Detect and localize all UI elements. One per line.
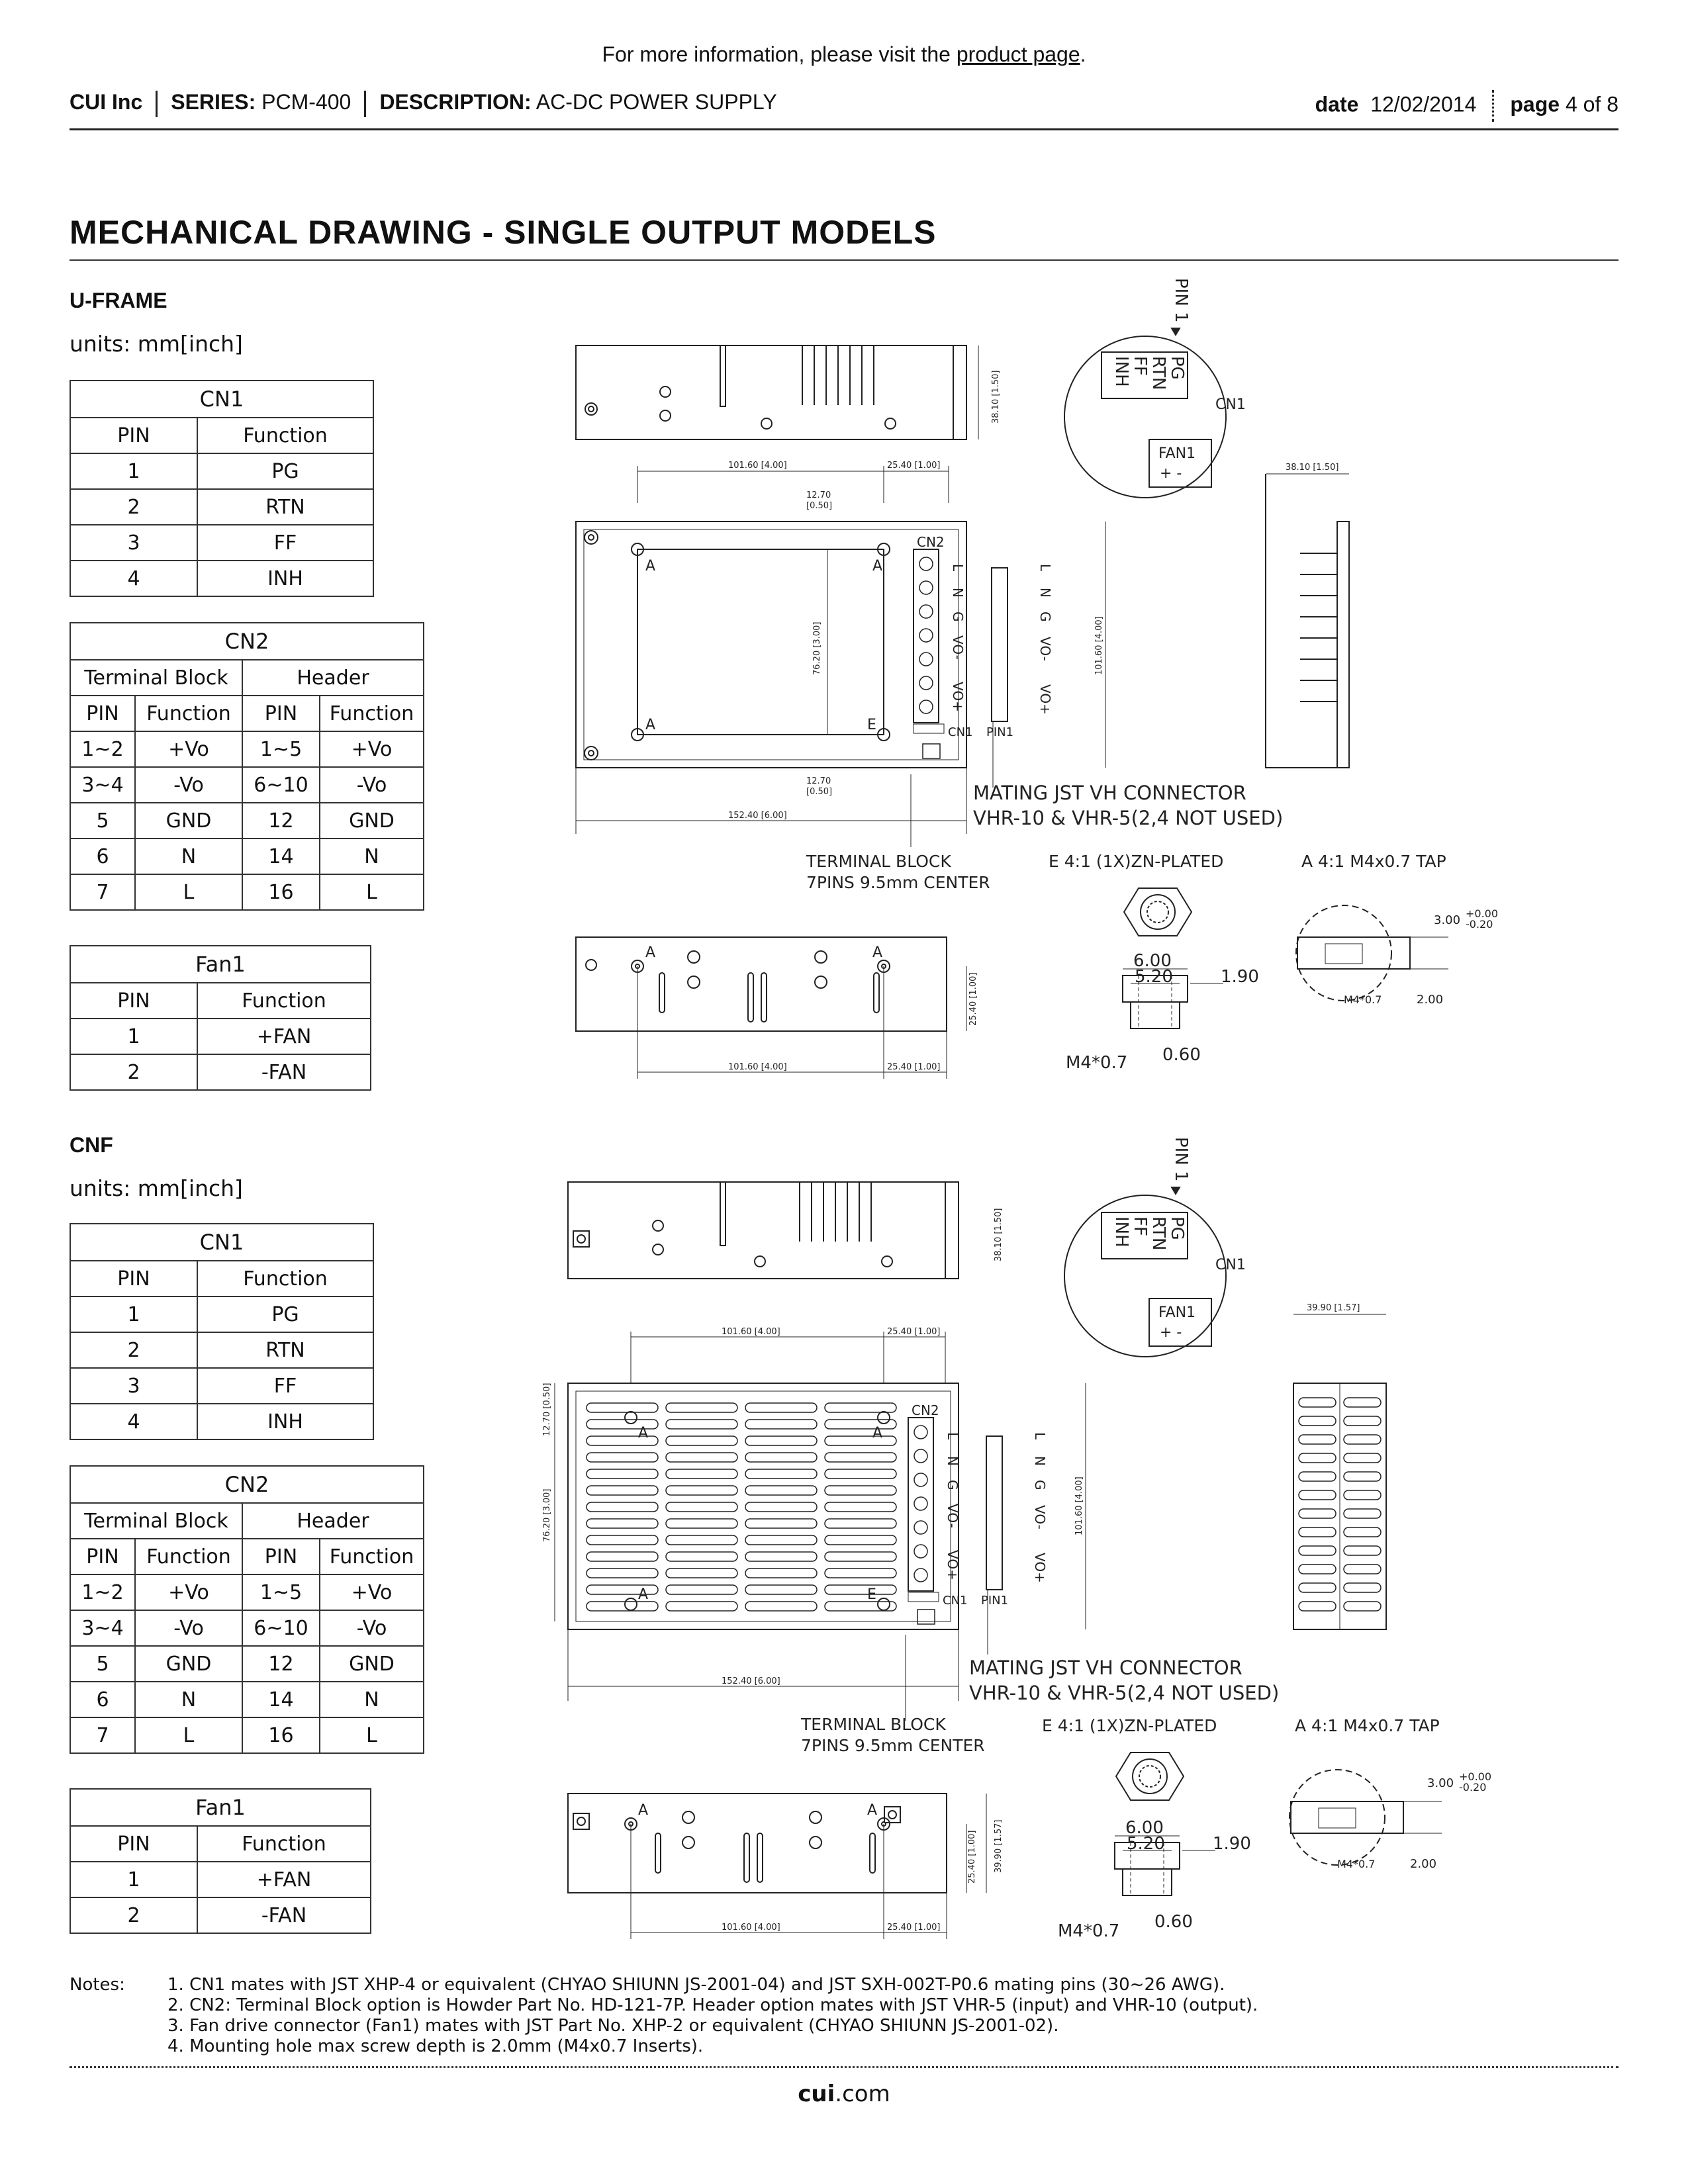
table-cell: +Vo [135, 731, 242, 767]
table-title: CN2 [70, 623, 424, 660]
dim-060: 0.60 [1154, 1912, 1193, 1932]
cnf-detail-e [1058, 1752, 1251, 1941]
table-cell: 1 [70, 1297, 197, 1332]
table-group: Header [242, 660, 424, 696]
cnf-title: CNF [70, 1133, 113, 1157]
table-title: CN2 [70, 1466, 424, 1503]
rtn-label: RTN [1149, 1216, 1168, 1251]
fan1-label: FAN1 [1158, 1304, 1196, 1321]
dim-76: 76.20 [3.00] [542, 1488, 552, 1542]
dim-520: 5.20 [1135, 967, 1173, 987]
table-cell: N [320, 839, 424, 874]
dim-25-vertical: 25.40 [1.00] [967, 1830, 977, 1884]
dim-060: 0.60 [1162, 1045, 1201, 1065]
description-label: DESCRIPTION: [379, 90, 532, 114]
ff-label: FF [1130, 356, 1150, 376]
hd-label: N [1037, 588, 1053, 598]
table-group: Terminal Block [70, 1503, 242, 1539]
cnf-top-view [568, 1182, 1004, 1279]
footer[interactable] [0, 2081, 1688, 2107]
cnf-units: units: mm[inch] [70, 1175, 243, 1201]
note-item: 4. Mounting hole max screw depth is 2.0mm (M4x0.7 Inserts). [167, 2036, 704, 2056]
mark-e: E [867, 1586, 876, 1603]
table-cell: 1~2 [70, 1574, 135, 1610]
dim-25-bot: 25.40 [1.00] [887, 1062, 941, 1072]
top-note-suffix: . [1080, 42, 1086, 66]
detail-e-label: E 4:1 (1X)ZN-PLATED [1049, 852, 1224, 871]
table-cell: L [320, 874, 424, 910]
tb-label: N [950, 588, 966, 598]
rtn-label: RTN [1149, 356, 1168, 390]
hd-label: N [1032, 1456, 1048, 1466]
table-header: PIN [70, 983, 197, 1019]
table-title: CN1 [70, 1224, 373, 1261]
table-cell: -FAN [197, 1054, 371, 1090]
series-value: PCM-400 [261, 90, 352, 114]
table-cell: 6~10 [242, 1610, 320, 1646]
pg-label: PG [1167, 1216, 1187, 1240]
fan-polarity: + - [1160, 1324, 1182, 1341]
table-cell: 1~5 [242, 1574, 320, 1610]
inh-label: INH [1111, 356, 1131, 387]
table-cell: RTN [197, 1332, 373, 1368]
dim-190: 1.90 [1213, 1834, 1251, 1854]
dim-101-vertical: 101.60 [4.00] [1094, 616, 1104, 675]
table-cell: GND [135, 803, 242, 839]
dim-m4: M4*0.7 [1058, 1921, 1120, 1941]
uframe-units: units: mm[inch] [70, 331, 243, 357]
footer-divider [70, 2066, 1618, 2068]
table-cell: PG [197, 453, 373, 489]
fan1-label: FAN1 [1158, 445, 1196, 462]
dim-25-top: 25.40 [1.00] [887, 461, 941, 471]
table-cell: 3 [70, 525, 197, 561]
table-cell: -Vo [320, 767, 424, 803]
hd-label: G [1032, 1480, 1048, 1490]
table-cell: 5 [70, 803, 135, 839]
dim-tol2: -0.20 [1459, 1781, 1487, 1794]
detail-e-label: E 4:1 (1X)ZN-PLATED [1042, 1716, 1217, 1735]
dim-76: 76.20 [3.00] [812, 621, 822, 675]
table-header: PIN [70, 1539, 135, 1574]
table-cell: N [320, 1682, 424, 1717]
tb-label: L [950, 564, 966, 572]
table-cell: -Vo [135, 767, 242, 803]
table-cell: +Vo [135, 1574, 242, 1610]
date-label: date [1315, 92, 1359, 116]
dim-tol: +0.00 [1459, 1770, 1492, 1783]
dim-38-vertical: 38.10 [1.50] [991, 370, 1001, 424]
footer-brand: cui [798, 2081, 835, 2107]
pin1-small: PIN1 [986, 725, 1014, 739]
table-cell: 7 [70, 874, 135, 910]
table-cell: 6 [70, 1682, 135, 1717]
dim-25-bot: 25.40 [1.00] [887, 1923, 941, 1933]
table-group: Header [242, 1503, 424, 1539]
table-cell: -FAN [197, 1897, 371, 1933]
description-value: AC-DC POWER SUPPLY [536, 90, 777, 114]
table-header: Function [197, 418, 373, 453]
table-header: Function [135, 1539, 242, 1574]
pin1-label: PIN 1 [1171, 278, 1191, 323]
mark-a: A [638, 1586, 649, 1603]
table-cell: 14 [242, 839, 320, 874]
dim-152: 152.40 [6.00] [722, 1676, 780, 1686]
dim-25-vertical: 25.40 [1.00] [968, 972, 978, 1026]
dim-m4b: M4*0.7 [1337, 1858, 1376, 1870]
table-cell: 7 [70, 1717, 135, 1753]
cn2-label: CN2 [912, 1402, 939, 1418]
section-title: MECHANICAL DRAWING - SINGLE OUTPUT MODELS [70, 213, 1618, 261]
company-name: CUI Inc [70, 90, 143, 114]
hd-label: VO- [1032, 1505, 1048, 1529]
table-cell: 2 [70, 489, 197, 525]
dim-101-bot: 101.60 [4.00] [728, 1062, 787, 1072]
table-cell: 1 [70, 453, 197, 489]
table-cell: 5 [70, 1646, 135, 1682]
pin1-small: PIN1 [981, 1594, 1009, 1608]
dim-12-bot: 12.70 [806, 776, 831, 786]
dim-m4b: M4*0.7 [1344, 993, 1382, 1006]
cn1-label: CN1 [1215, 396, 1246, 413]
table-cell: 3 [70, 1368, 197, 1404]
dim-39-vertical: 39.90 [1.57] [994, 1819, 1004, 1873]
dim-200: 2.00 [1417, 993, 1444, 1007]
table-cell: 1~2 [70, 731, 135, 767]
dim-38-vertical: 38.10 [1.50] [994, 1208, 1004, 1261]
table-cell: 3~4 [70, 1610, 135, 1646]
dim-12-top: 12.70 [806, 490, 831, 500]
table-cell: L [320, 1717, 424, 1753]
hd-label: VO+ [1032, 1553, 1048, 1583]
dim-12b-top: [0.50] [806, 501, 833, 511]
tb-label: VO- [945, 1504, 961, 1528]
dim-101-vertical: 101.60 [4.00] [1074, 1477, 1084, 1535]
page-label: page [1510, 92, 1560, 116]
mating-line-1: MATING JST VH CONNECTOR [973, 782, 1246, 804]
mating-line-2: VHR-10 & VHR-5(2,4 NOT USED) [969, 1682, 1280, 1704]
table-cell: +Vo [320, 731, 424, 767]
table-cell: 14 [242, 1682, 320, 1717]
table-cell: 1 [70, 1019, 197, 1054]
dim-600: 6.00 [1133, 951, 1172, 971]
table-header: PIN [242, 696, 320, 731]
table-header: PIN [70, 1261, 197, 1297]
mark-a: A [638, 1802, 649, 1819]
inh-label: INH [1111, 1216, 1131, 1248]
dim-tol2: -0.20 [1466, 918, 1493, 931]
dim-side: 39.90 [1.57] [1307, 1303, 1360, 1313]
dim-600: 6.00 [1125, 1818, 1164, 1838]
dim-190: 1.90 [1221, 967, 1259, 987]
table-cell: 16 [242, 874, 320, 910]
tb-label: VO- [950, 635, 966, 660]
tb-label: G [950, 612, 966, 622]
table-cell: FF [197, 1368, 373, 1404]
table-cell: PG [197, 1297, 373, 1332]
dim-side: 38.10 [1.50] [1286, 463, 1339, 473]
footer-domain: .com [835, 2081, 890, 2107]
table-title: CN1 [70, 381, 373, 418]
dim-200: 2.00 [1410, 1857, 1437, 1871]
terminal-line-1: TERMINAL BLOCK [806, 852, 951, 871]
hd-label: G [1037, 612, 1053, 622]
mark-a: A [638, 1425, 649, 1441]
terminal-line-1: TERMINAL BLOCK [801, 1715, 946, 1734]
hd-label: VO+ [1037, 684, 1053, 715]
mating-line-1: MATING JST VH CONNECTOR [969, 1657, 1243, 1679]
cn1-small: CN1 [948, 725, 973, 739]
table-cell: 12 [242, 1646, 320, 1682]
mark-a: A [872, 1425, 883, 1441]
hd-label: L [1037, 564, 1053, 572]
page-value: 4 of 8 [1565, 92, 1618, 116]
product-page-link[interactable]: product page [956, 42, 1080, 66]
table-header: Function [197, 983, 371, 1019]
series-label: SERIES: [171, 90, 256, 114]
date-value: 12/02/2014 [1370, 92, 1477, 116]
table-cell: 1~5 [242, 731, 320, 767]
cnf-detail-a [1289, 1770, 1491, 1871]
pg-label: PG [1167, 356, 1187, 380]
table-cell: GND [135, 1646, 242, 1682]
table-header: PIN [70, 1826, 197, 1862]
table-header: PIN [242, 1539, 320, 1574]
table-cell: 1 [70, 1862, 197, 1897]
dim-12-vertical: 12.70 [0.50] [542, 1383, 552, 1436]
fan-polarity: + - [1160, 465, 1182, 482]
table-header: Function [197, 1826, 371, 1862]
table-cell: 12 [242, 803, 320, 839]
table-cell: FF [197, 525, 373, 561]
cnf-connector-detail [1064, 1137, 1246, 1357]
table-cell: +FAN [197, 1019, 371, 1054]
uframe-title: U-FRAME [70, 289, 167, 312]
cnf-plan-view [568, 1383, 1048, 1629]
table-cell: GND [320, 803, 424, 839]
table-cell: 4 [70, 561, 197, 596]
table-cell: 6 [70, 839, 135, 874]
dim-101-top: 101.60 [4.00] [728, 461, 787, 471]
mark-a: A [645, 944, 656, 961]
mark-a: A [645, 558, 656, 574]
pin1-label: PIN 1 [1171, 1137, 1191, 1182]
dim-101-bot: 101.60 [4.00] [722, 1923, 780, 1933]
hd-label: L [1032, 1432, 1048, 1440]
table-cell: RTN [197, 489, 373, 525]
tb-label: VO+ [950, 682, 966, 712]
mark-a: A [872, 944, 883, 961]
ff-label: FF [1130, 1216, 1150, 1236]
cn1-small: CN1 [943, 1594, 968, 1608]
dim-m4: M4*0.7 [1066, 1053, 1128, 1073]
table-cell: N [135, 839, 242, 874]
mark-a: A [867, 1802, 878, 1819]
dim-tol: +0.00 [1466, 907, 1499, 920]
table-header: Function [320, 1539, 424, 1574]
mating-line-2: VHR-10 & VHR-5(2,4 NOT USED) [973, 807, 1284, 829]
notes-label: Notes: [70, 1975, 125, 1995]
table-cell: 2 [70, 1897, 197, 1933]
table-cell: 2 [70, 1054, 197, 1090]
table-cell: INH [197, 561, 373, 596]
terminal-line-2: 7PINS 9.5mm CENTER [806, 873, 990, 892]
dim-300: 3.00 [1427, 1776, 1454, 1790]
table-cell: 2 [70, 1332, 197, 1368]
table-group: Terminal Block [70, 660, 242, 696]
detail-a-label: A 4:1 M4x0.7 TAP [1301, 852, 1446, 871]
table-cell: GND [320, 1646, 424, 1682]
note-item: 3. Fan drive connector (Fan1) mates with JST Part No. XHP-2 or equivalent (CHYAO SHIUNN JS-2001-02). [167, 2016, 1059, 2036]
tb-label: N [945, 1456, 961, 1466]
dim-152: 152.40 [6.00] [728, 811, 787, 821]
dim-25-top: 25.40 [1.00] [887, 1327, 941, 1337]
table-cell: 6~10 [242, 767, 320, 803]
cn2-label: CN2 [917, 534, 945, 550]
table-header: Function [197, 1261, 373, 1297]
table-cell: L [135, 874, 242, 910]
table-cell: INH [197, 1404, 373, 1439]
table-cell: 3~4 [70, 767, 135, 803]
hd-label: VO- [1037, 637, 1053, 661]
cnf-side-view [1293, 1303, 1386, 1629]
table-cell: 16 [242, 1717, 320, 1753]
table-title: Fan1 [70, 1789, 371, 1826]
dim-101-top: 101.60 [4.00] [722, 1327, 780, 1337]
cn1-label: CN1 [1215, 1257, 1246, 1273]
tb-label: VO+ [945, 1550, 961, 1580]
table-cell: -Vo [320, 1610, 424, 1646]
tb-label: G [945, 1480, 961, 1490]
table-cell: +Vo [320, 1574, 424, 1610]
dim-12b-bot: [0.50] [806, 787, 833, 797]
table-header: Function [135, 696, 242, 731]
tb-label: L [945, 1432, 961, 1440]
dim-300: 3.00 [1434, 913, 1461, 927]
table-header: PIN [70, 418, 197, 453]
table-cell: L [135, 1717, 242, 1753]
mark-a: A [645, 717, 656, 733]
top-note-text: For more information, please visit the [602, 42, 951, 66]
detail-a-label: A 4:1 M4x0.7 TAP [1295, 1716, 1440, 1735]
mark-e: E [867, 717, 876, 733]
table-title: Fan1 [70, 946, 371, 983]
dim-520: 5.20 [1127, 1834, 1165, 1854]
table-header: PIN [70, 696, 135, 731]
note-item: 1. CN1 mates with JST XHP-4 or equivalent (CHYAO SHIUNN JS-2001-04) and JST SXH-002T-P0.6 mating pins (30~26 AWG). [167, 1975, 1225, 1995]
table-cell: 4 [70, 1404, 197, 1439]
table-cell: -Vo [135, 1610, 242, 1646]
note-item: 2. CN2: Terminal Block option is Howder Part No. HD-121-7P. Header option mates with JST VHR-5 (input) and VHR-10 (output). [167, 1995, 1258, 2015]
cnf-bottom-view [568, 1794, 1004, 1939]
terminal-line-2: 7PINS 9.5mm CENTER [801, 1736, 985, 1755]
table-cell: N [135, 1682, 242, 1717]
mark-a: A [872, 558, 883, 574]
table-cell: +FAN [197, 1862, 371, 1897]
table-header: Function [320, 696, 424, 731]
